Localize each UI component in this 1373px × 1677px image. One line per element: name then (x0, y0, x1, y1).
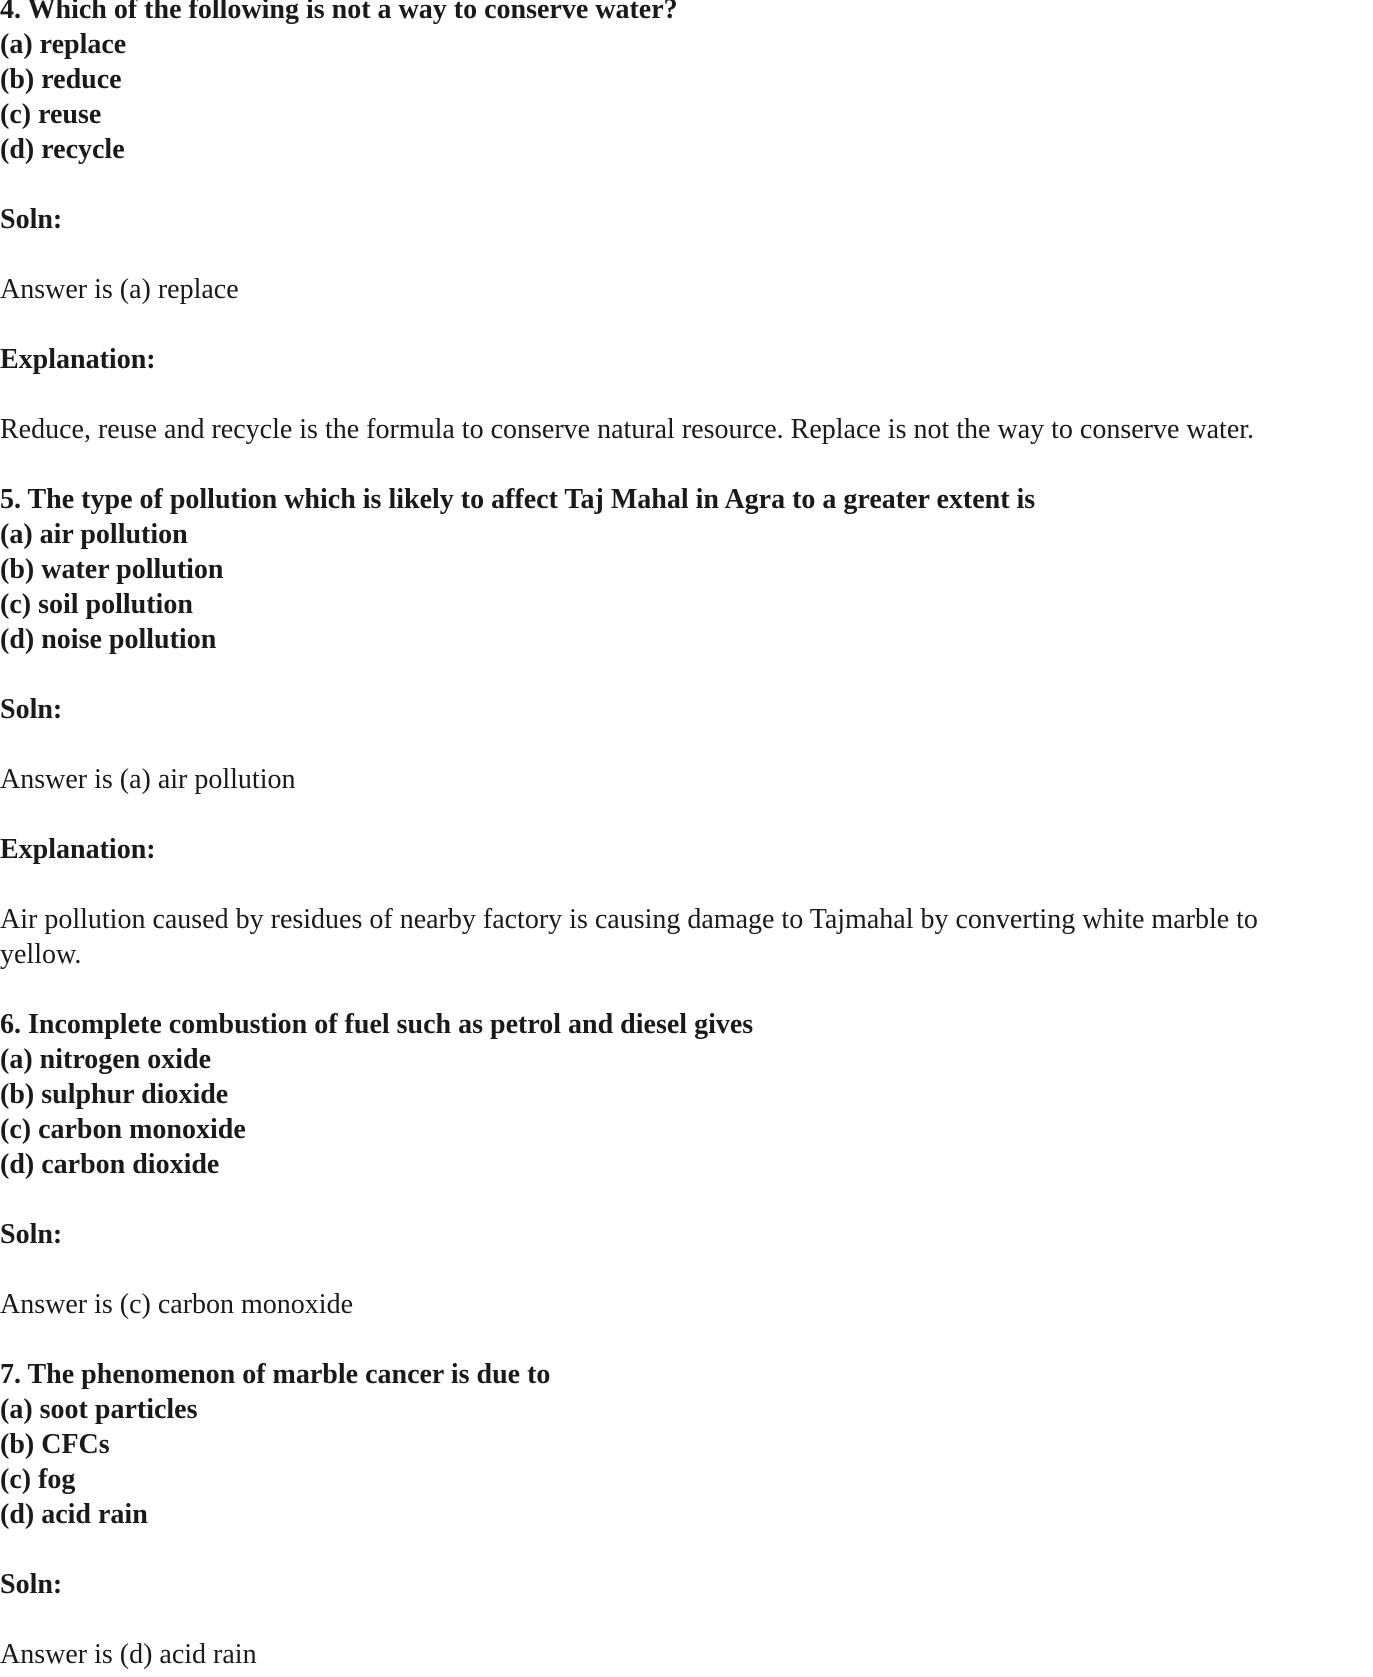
spacer (0, 797, 1373, 832)
spacer (0, 1252, 1373, 1287)
option-a: (a) nitrogen oxide (0, 1044, 212, 1075)
soln-label: Soln: (0, 694, 63, 725)
spacer (0, 377, 1373, 412)
spacer (0, 972, 1373, 1007)
option-b: (b) water pollution (0, 554, 224, 585)
answer-text: Answer is (a) replace (0, 274, 239, 305)
option-a: (a) air pollution (0, 519, 188, 550)
spacer (0, 727, 1373, 762)
spacer (0, 167, 1373, 202)
question-text: 6. Incomplete combustion of fuel such as petrol and diesel gives (0, 1009, 754, 1040)
soln-label: Soln: (0, 1569, 63, 1600)
option-a: (a) soot particles (0, 1394, 198, 1425)
option-c: (c) reuse (0, 99, 102, 130)
question-block-6 (0, 1007, 1373, 1357)
spacer (0, 237, 1373, 272)
answer-text: Answer is (a) air pollution (0, 764, 296, 795)
option-b: (b) sulphur dioxide (0, 1079, 229, 1110)
spacer (0, 447, 1373, 482)
explanation-text: Reduce, reuse and recycle is the formula to conserve natural resource. Replace is not the way to conserve water. (0, 414, 1255, 445)
question-text: 4. Which of the following is not a way to conserve water? (0, 0, 678, 25)
option-d: (d) acid rain (0, 1499, 148, 1530)
explanation-label: Explanation: (0, 834, 156, 865)
spacer (0, 1322, 1373, 1357)
spacer (0, 1182, 1373, 1217)
answer-text: Answer is (c) carbon monoxide (0, 1289, 354, 1320)
option-b: (b) CFCs (0, 1429, 110, 1460)
spacer (0, 1532, 1373, 1567)
option-c: (c) carbon monoxide (0, 1114, 246, 1145)
question-text: 7. The phenomenon of marble cancer is due to (0, 1359, 551, 1390)
spacer (0, 307, 1373, 342)
explanation-label: Explanation: (0, 344, 156, 375)
question-block-4 (0, 0, 1373, 482)
option-a: (a) replace (0, 29, 127, 60)
option-d: (d) noise pollution (0, 624, 217, 655)
option-c: (c) fog (0, 1464, 76, 1495)
question-block-5 (0, 482, 1373, 1007)
spacer (0, 1602, 1373, 1637)
soln-label: Soln: (0, 1219, 63, 1250)
question-text: 5. The type of pollution which is likely to affect Taj Mahal in Agra to a greater extent is (0, 484, 1036, 515)
spacer (0, 657, 1373, 692)
explanation-text-line-2: yellow. (0, 939, 82, 970)
option-b: (b) reduce (0, 64, 122, 95)
option-d: (d) recycle (0, 134, 125, 165)
option-c: (c) soil pollution (0, 589, 193, 620)
answer-text: Answer is (d) acid rain (0, 1639, 257, 1670)
question-block-7 (0, 1357, 1373, 1672)
option-d: (d) carbon dioxide (0, 1149, 220, 1180)
spacer (0, 867, 1373, 902)
soln-label: Soln: (0, 204, 63, 235)
explanation-text-line-1: Air pollution caused by residues of nearby factory is causing damage to Tajmahal by converting white marble to (0, 904, 1258, 935)
